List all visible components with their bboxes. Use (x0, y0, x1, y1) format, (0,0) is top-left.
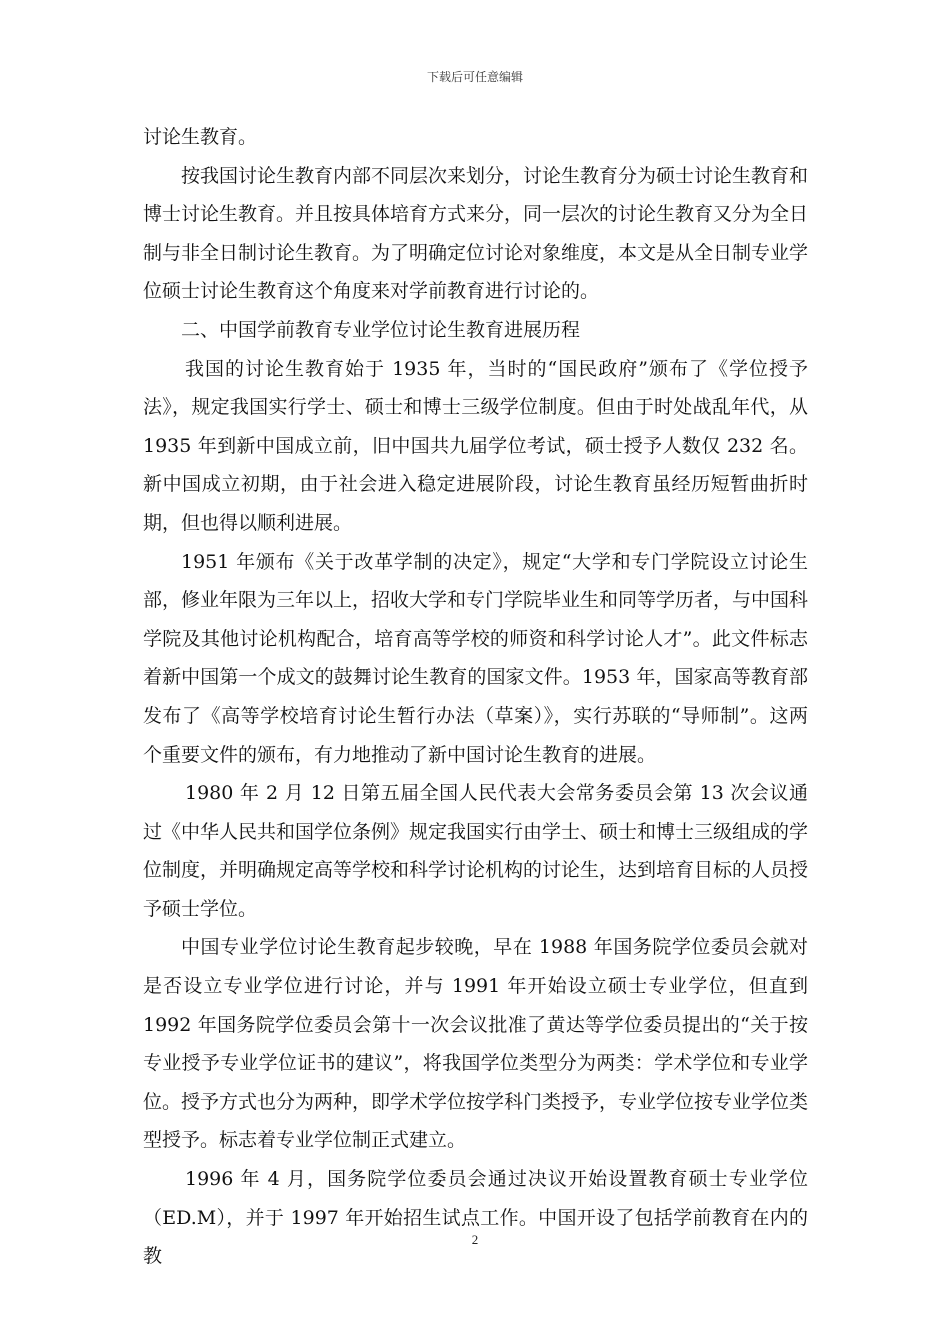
paragraph: 中国专业学位讨论生教育起步较晚，早在 1988 年国务院学位委员会就对是否设立专业学位进行讨论，并与 1991 年开始设立硕士专业学位，但直到 1992 年国务院学位委员会第十一次会议批准了黄达等学位委员提出的“关于按专业授予专业学位证书的建议”，将我国学位类型分为两类：学术学位和专业学位。授予方式也分为两种，即学术学位按学科门类授予，专业学位按专业学位类型授予。标志着专业学位制正式建立。 (143, 936, 809, 1152)
page-number: 2 (471, 1232, 479, 1247)
paragraph: 我国的讨论生教育始于 1935 年，当时的“国民政府”颁布了《学位授予法》，规定我国实行学士、硕士和博士三级学位制度。但由于时处战乱年代，从 1935 年到新中国成立前，旧中国共九届学位考试，硕士授予人数仅 232 名。新中国成立初期，由于社会进入稳定进展阶段，讨论生教育虽经历短暂曲折时期，但也得以顺利进展。 (143, 357, 808, 534)
paragraph: 1996 年 4 月，国务院学位委员会通过决议开始设置教育硕士专业学位（ED.M），并于 1997 年开始招生试点工作。中国开设了包括学前教育在内的教 (143, 1168, 808, 1268)
paragraph: 1951 年颁布《关于改革学制的决定》，规定“大学和专门学院设立讨论生部，修业年限为三年以上，招收大学和专门学院毕业生和同等学历者，与中国科学院及其他讨论机构配合，培育高等学校的师资和科学讨论人才”。此文件标志着新中国第一个成文的鼓舞讨论生教育的国家文件。1953 年，国家高等教育部发布了《高等学校培育讨论生暂行办法（草案）》，实行苏联的“导师制”。这两个重要文件的颁布，有力地推动了新中国讨论生教育的进展。 (143, 550, 809, 766)
page-header: 下载后可任意编辑 (426, 70, 523, 84)
paragraph: 1980 年 2 月 12 日第五届全国人民代表大会常务委员会第 13 次会议通过《中华人民共和国学位条例》规定我国实行由学士、硕士和博士三级组成的学位制度，并明确规定高等学校和科学讨论机构的讨论生，达到培育目标的人员授予硕士学位。 (143, 782, 809, 920)
paragraph-continuation: 讨论生教育。 (143, 126, 258, 148)
section-heading: 二、中国学前教育专业学位讨论生教育进展历程 (181, 318, 581, 341)
body-text (143, 118, 808, 1276)
paragraph: 按我国讨论生教育内部不同层次来划分，讨论生教育分为硕士讨论生教育和博士讨论生教育。并且按具体培育方式来分，同一层次的讨论生教育又分为全日制与非全日制讨论生教育。为了明确定位讨论对象维度，本文是从全日制专业学位硕士讨论生教育这个角度来对学前教育进行讨论的。 (143, 164, 809, 303)
